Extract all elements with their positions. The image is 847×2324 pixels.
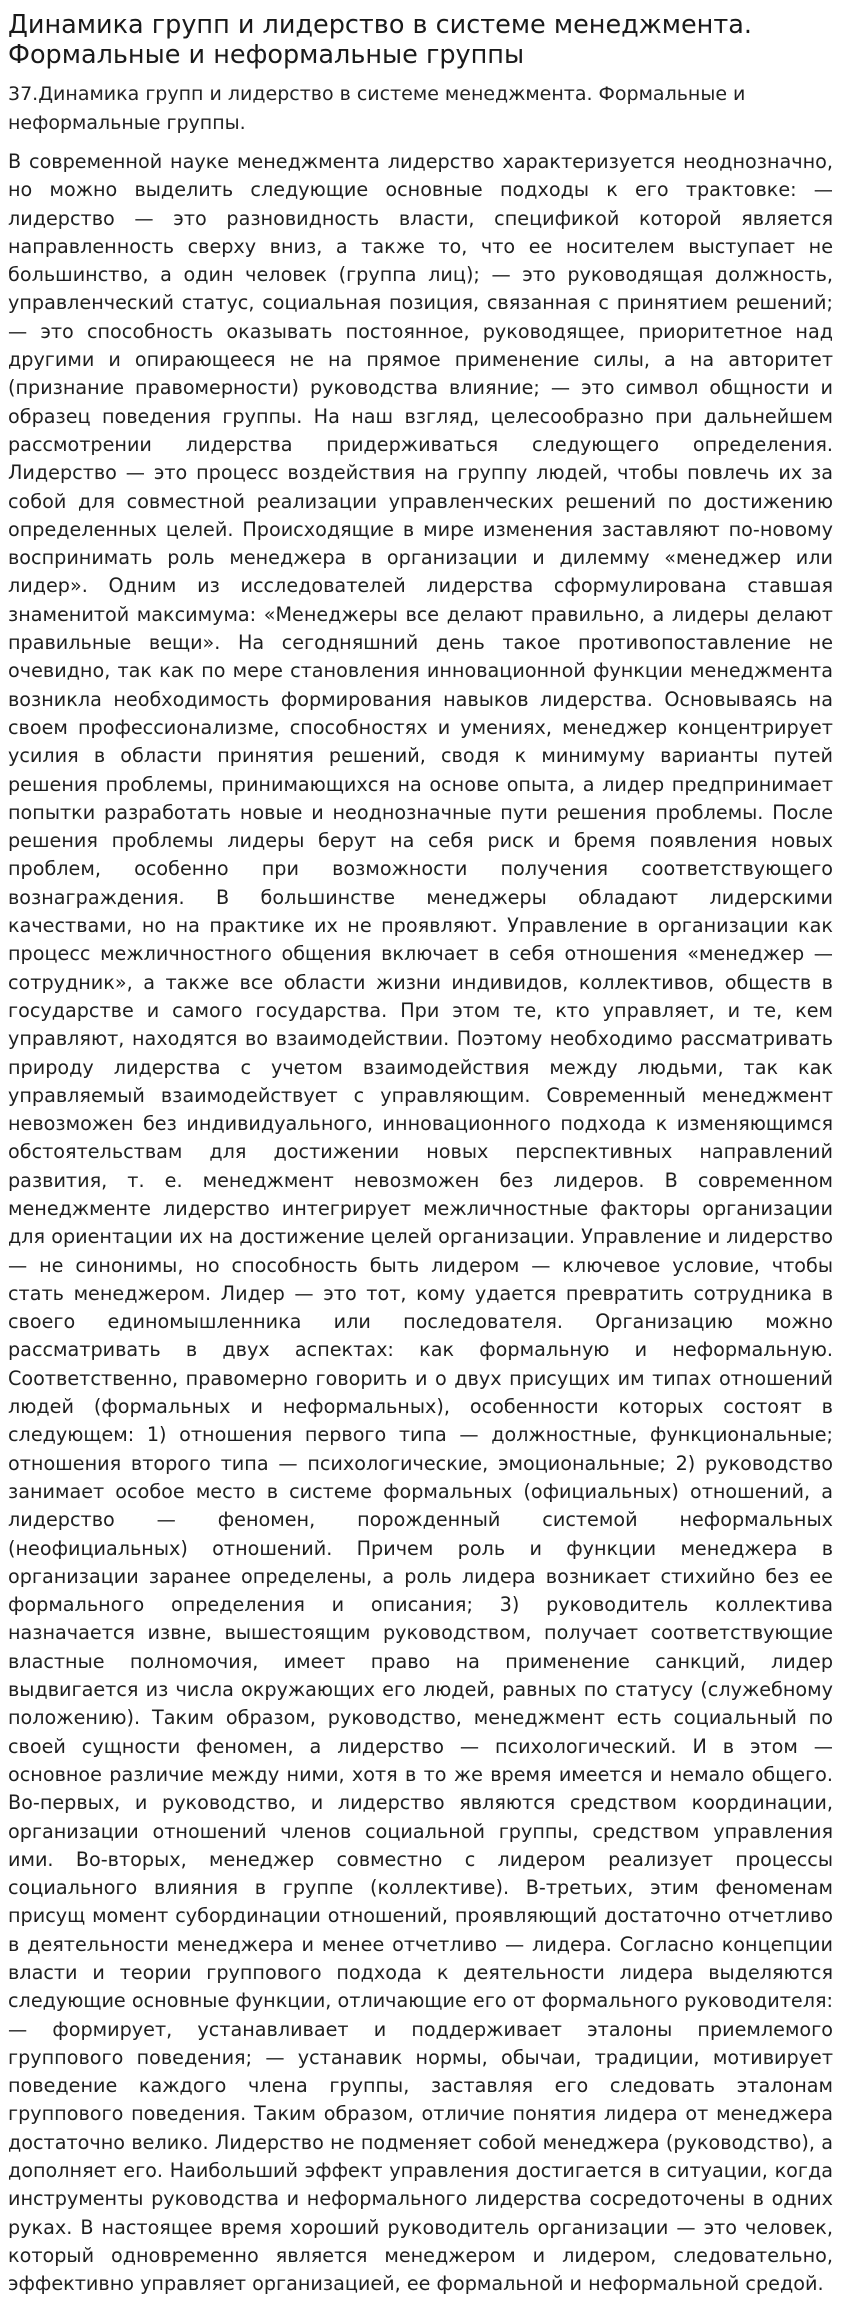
page-title: Динамика групп и лидерство в системе менеджмента. Формальные и неформальные группы: [8, 10, 752, 70]
article-body: В современной науке менеджмента лидерство характеризуется неоднозначно, но можно выделить следующие основные подходы к его трактовке: — лидерство — это разновидность власти, спецификой которой является направленность сверху вниз, а также то, что ее носителем выступает не большинство, а один человек (группа лиц); — это руководящая должность, управленческий статус, социальная позиция, связанная с принятием решений; — это способность оказывать постоянное, руководящее, приоритетное над другими и опирающееся не на прямое применение силы, а на авторитет (признание правомерности) руководства влияние; — это символ общности и образец поведения группы. На наш взгляд, целесообразно при дальнейшем рассмотрении лидерства придерживаться следующего определения. Лидерство — это процесс воздействия на группу людей, чтобы повлечь их за собой для совместной реализации управленческих решений по достижению определенных целей. Происходящие в мире изменения заставляют по-новому воспринимать роль менеджера в организации и дилемму «менеджер или лидер». Одним из исследователей лидерства сформулирована ставшая знаменитой максимума: «Менеджеры все делают правильно, а лидеры делают правильные вещи». На сегодняшний день такое противопоставление не очевидно, так как по мере становления инновационной функции менеджмента возникла необходимость формирования навыков лидерства. Основываясь на своем профессионализме, способностях и умениях, менеджер концентрирует усилия в области принятия решений, сводя к минимуму варианты путей решения проблемы, принимающихся на основе опыта, а лидер предпринимает попытки разработать новые и неоднозначные пути решения проблемы. После решения проблемы лидеры берут на себя риск и бремя появления новых проблем, особенно при возможности получения соответствующего вознаграждения. В большинстве менеджеры обладают лидерскими качествами, но на практике их не проявляют. Управление в организации как процесс межличностного общения включает в себя отношения «менеджер — сотрудник», а также все области жизни индивидов, коллективов, обществ в государстве и самого государства. При этом те, кто управляет, и те, кем управляют, находятся во взаимодействии. Поэтому необходимо рассматривать природу лидерства с учетом взаимодействия между людьми, так как управляемый взаимодействует с управляющим. Современный менеджмент невозможен без индивидуального, инновационного подхода к изменяющимся обстоятельствам для достижении новых перспективных направлений развития, т. е. менеджмент невозможен без лидеров. В современном менеджменте лидерство интегрирует межличностные факторы организации для ориентации их на достижение целей организации. Управление и лидерство — не синонимы, но способность быть лидером — ключевое условие, чтобы стать менеджером. Лидер — это тот, кому удается превратить сотрудника в своего единомышленника или последователя. Организацию можно рассматривать в двух аспектах: как формальную и неформальную. Соответственно, правомерно говорить и о двух присущих им типах отношений людей (формальных и неформальных), особенности которых состоят в следующем: 1) отношения первого типа — должностные, функциональные; отношения второго типа — психологические, эмоциональные; 2) руководство занимает особое место в системе формальных (официальных) отношений, а лидерство — феномен, порожденный системой неформальных (неофициальных) отношений. Причем роль и функции менеджера в организации заранее определены, а роль лидера возникает стихийно без ее формального определения и описания; 3) руководитель коллектива назначается извне, вышестоящим руководством, получает соответствующие властные полномочия, имеет право на применение санкций, лидер выдвигается из числа окружающих его людей, равных по статусу (служебному положению). Таким образом, руководство, менеджмент есть социальный по своей сущности феномен, а лидерство — психологический. И в этом — основное различие между ними, хотя в то же время имеется и немало общего. Во-первых, и руководство, и лидерство являются средством координации, организации отношений членов социальной группы, средством управления ими. Во-вторых, менеджер совместно с лидером реализует процессы социального влияния в группе (коллективе). В-третьих, этим феноменам присущ момент субординации отношений, проявляющий достаточно отчетливо в деятельности менеджера и менее отчетливо — лидера. Согласно концепции власти и теории группового подхода к деятельности лидера выделяются следующие основные функции, отличающие его от формального руководителя: — формирует, устанавливает и поддерживает эталоны приемлемого группового поведения; — устанавик нормы, обычаи, традиции, мотивирует поведение каждого члена группы, заставляя его следовать эталонам группового поведения. Таким образом, отличие понятия лидера от менеджера достаточно велико. Лидерство не подменяет собой менеджера (руководство), а дополняет его. Наибольший эффект управления достигается в ситуации, когда инструменты руководства и неформального лидерства сосредоточены в одних руках. В настоящее время хороший руководитель организации — это человек, который одновременно является менеджером и лидером, следовательно, эффективно управляет организацией, ее формальной и неформальной средой.: [8, 150, 833, 2296]
section-heading: 37.Динамика групп и лидерство в системе менеджмента. Формальные и неформальные группы.: [8, 83, 746, 134]
